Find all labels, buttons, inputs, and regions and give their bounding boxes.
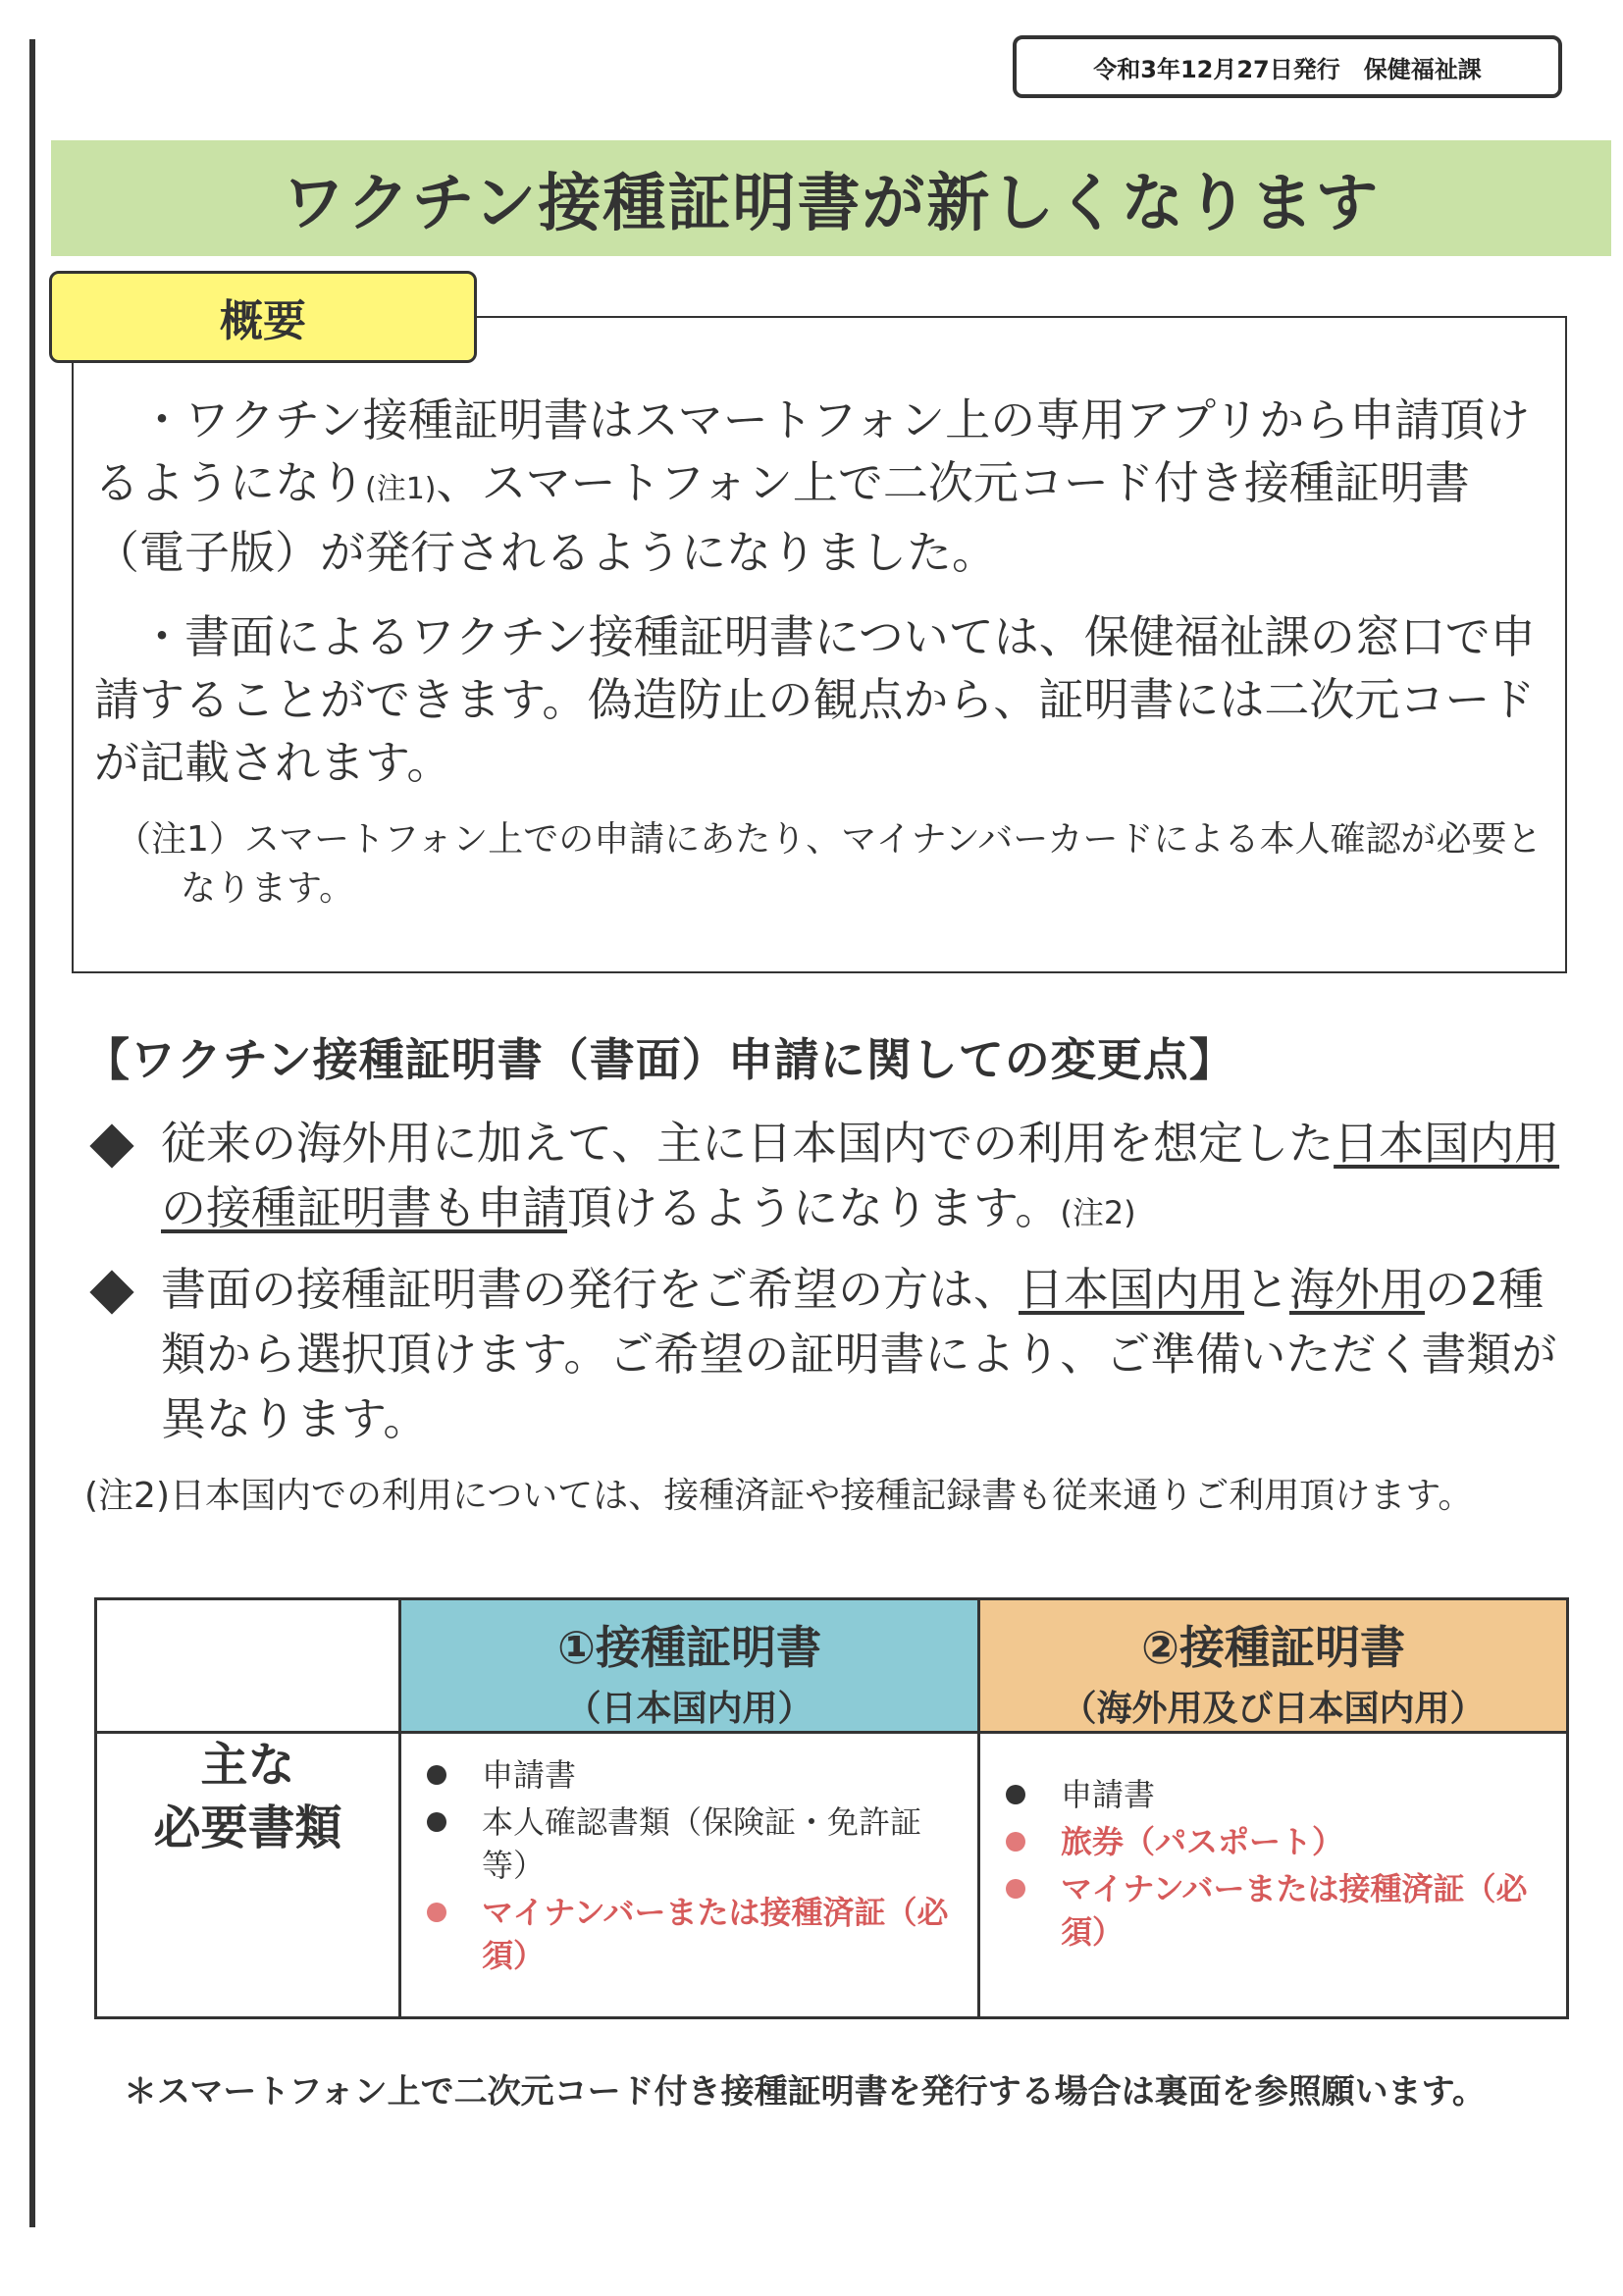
international-header-subtitle: （海外用及び日本国内用） xyxy=(1061,1689,1486,1729)
row-label-line-2: 必要書類 xyxy=(153,1800,342,1855)
summary-paragraph-2: ・書面によるワクチン接種証明書については、保健福祉課の窓口で申請することができます。偽造防止の観点から、証明書には二次元コードが記載されます。 xyxy=(94,610,1536,789)
changes-note-2: (注2)日本国内での利用については、接種済証や接種記録書も従来通りご利用頂けます。 xyxy=(84,1476,1474,1516)
diamond-bullet-icon xyxy=(89,1270,133,1314)
domestic-header-title: ①接種証明書 xyxy=(557,1621,821,1674)
changes-heading: 【ワクチン接種証明書（書面）申請に関しての変更点】 xyxy=(84,1033,1235,1086)
bullet1-text-cont: 頂けるようになります。 xyxy=(567,1181,1061,1234)
list-item: 申請書 xyxy=(421,1753,962,1797)
list-item: 申請書 xyxy=(1000,1773,1550,1816)
summary-paragraph-1 xyxy=(94,389,1546,584)
bullet1-underlined: 日本国内用の接種証明書も申請 xyxy=(161,1117,1560,1234)
issue-date-box: 令和3年12月27日発行 保健福祉課 xyxy=(1013,35,1562,98)
change-bullet-2 xyxy=(84,1257,1576,1451)
title-band xyxy=(51,140,1611,256)
list-item-required: マイナンバーまたは接種済証（必須） xyxy=(421,1891,962,1977)
summary-para1-text: ・ワクチン接種証明書はスマートフォン上の専用アプリから申請頂けるようになり xyxy=(94,393,1531,509)
international-certificate-header xyxy=(979,1599,1568,1733)
domestic-requirements-cell xyxy=(400,1733,979,2018)
note1-reference: (注1) xyxy=(365,472,437,506)
summary-tab: 概要 xyxy=(49,271,477,363)
changes-section xyxy=(84,1024,1576,1463)
footer-note: ＊スマートフォン上で二次元コード付き接種証明書を発行する場合は裏面を参照願います。 xyxy=(124,2072,1486,2112)
change-bullet-1 xyxy=(84,1111,1576,1245)
table-header-row xyxy=(96,1599,1568,1733)
bullet2-underlined-overseas: 海外用 xyxy=(1289,1263,1425,1316)
table-corner-cell xyxy=(96,1599,400,1733)
required-documents-table xyxy=(94,1597,1569,2019)
international-header-title: ②接種証明書 xyxy=(1141,1621,1405,1674)
bullet2-conjunction: と xyxy=(1244,1263,1289,1316)
list-item-required: 旅券（パスポート） xyxy=(1000,1820,1550,1863)
list-item-required: マイナンバーまたは接種済証（必須） xyxy=(1000,1867,1550,1954)
left-margin-rule xyxy=(29,39,35,2227)
summary-body xyxy=(94,389,1546,913)
domestic-certificate-header xyxy=(400,1599,979,1733)
bullet2-text: 書面の接種証明書の発行をご希望の方は、 xyxy=(161,1263,1019,1316)
domestic-requirements-list xyxy=(421,1753,962,1977)
table-row xyxy=(96,1733,1568,2018)
domestic-header-subtitle: （日本国内用） xyxy=(565,1689,813,1729)
bullet1-text: 従来の海外用に加えて、主に日本国内での利用を想定した xyxy=(161,1117,1335,1170)
required-documents-label xyxy=(96,1733,400,2018)
page-title: ワクチン接種証明書が新しくなります xyxy=(282,168,1381,240)
summary-note-1: （注1）スマートフォン上での申請にあたり、マイナンバーカードによる本人確認が必要となります。 xyxy=(116,819,1543,909)
row-label-line-1: 主な xyxy=(200,1738,295,1793)
list-item: 本人確認書類（保険証・免許証等） xyxy=(421,1800,962,1887)
bullet2-text-cont: の2種類から選択頂けます。ご希望の証明書により、ご準備いただく書類が異なります。 xyxy=(161,1263,1557,1445)
note2-reference: (注2) xyxy=(1060,1194,1136,1231)
summary-para1-text-cont: 、スマートフォン上で二次元コード付き接種証明書（電子版）が発行されるようになりました。 xyxy=(94,456,1470,579)
international-requirements-cell xyxy=(979,1733,1568,2018)
diamond-bullet-icon xyxy=(89,1123,133,1168)
bullet2-underlined-domestic: 日本国内用 xyxy=(1019,1263,1244,1316)
international-requirements-list xyxy=(1000,1773,1550,1954)
